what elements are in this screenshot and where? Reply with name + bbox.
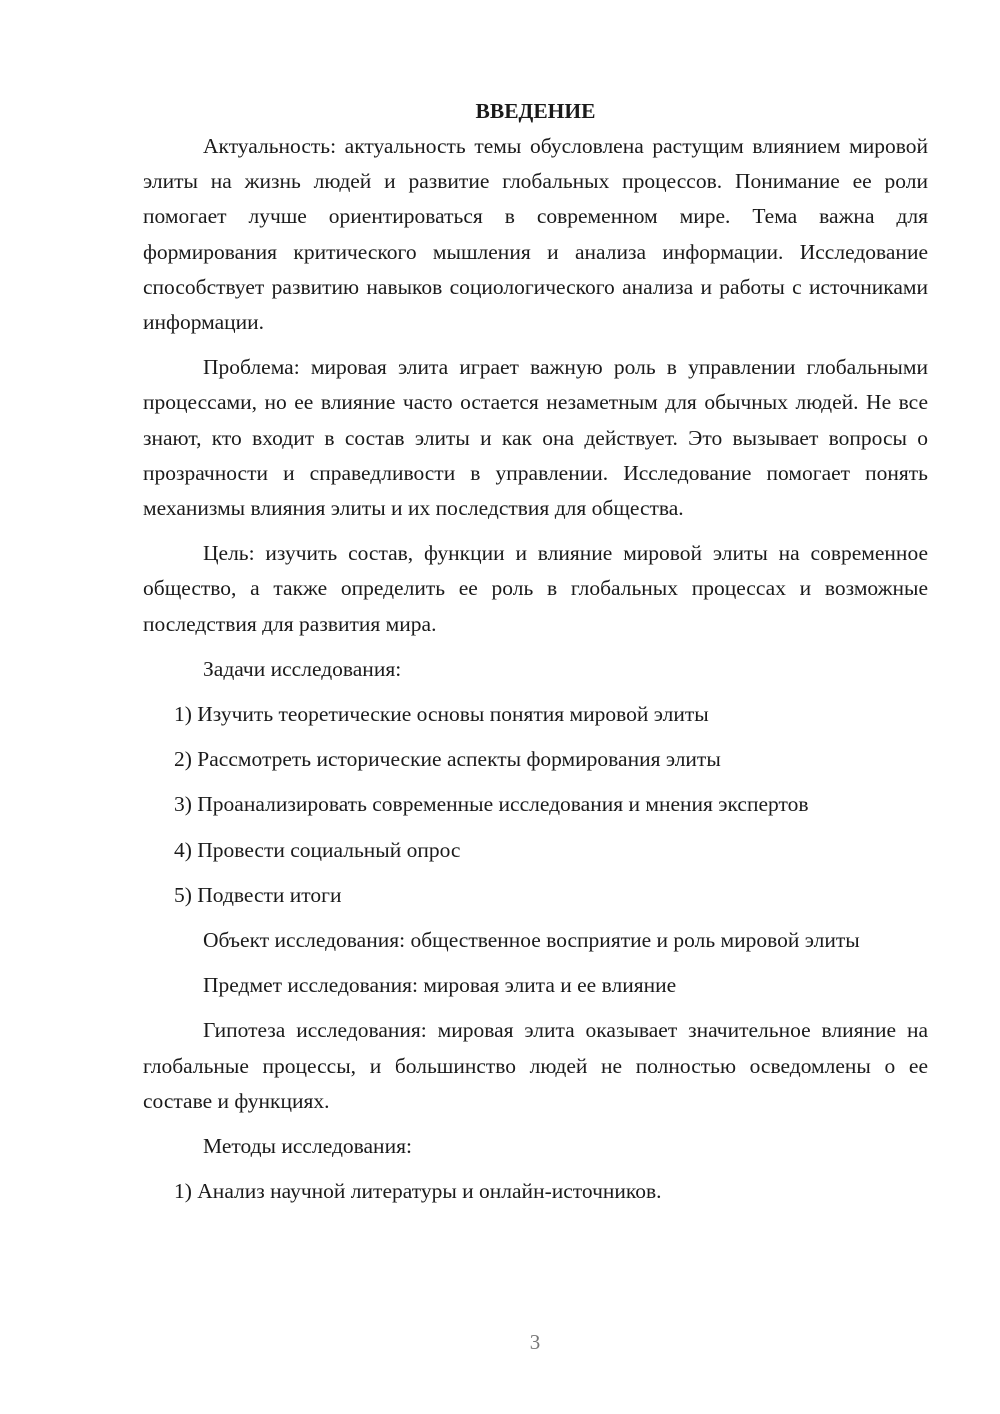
relevance-paragraph: Актуальность: актуальность темы обусловлена растущим влиянием мировой элиты на жизнь людей и развитие глобальных процессов. Понимание ее роли помогает лучше ориентироваться в современном мире. Тема важна для формирования критического мышления и анализа информации. Исследование способствует развитию навыков социологического анализа и работы с источниками информации.: [143, 134, 928, 335]
goal-paragraph: Цель: изучить состав, функции и влияние мировой элиты на современное общество, а также определить ее роль в глобальных процессах и возможные последствия для развития мира.: [143, 541, 928, 636]
object-paragraph: Объект исследования: общественное восприятие и роль мировой элиты: [203, 928, 860, 953]
subject-paragraph: Предмет исследования: мировая элита и ее влияние: [203, 973, 677, 998]
task-item: 3) Проанализировать современные исследования и мнения экспертов: [174, 792, 809, 817]
problem-paragraph: Проблема: мировая элита играет важную роль в управлении глобальными процессами, но ее влияние часто остается незаметным для обычных людей. Не все знают, кто входит в состав элиты и как она действует. Это вызывает вопросы о прозрачности и справедливости в управлении. Исследование помогает понять механизмы влияния элиты и их последствия для общества.: [143, 355, 928, 521]
method-item: 1) Анализ научной литературы и онлайн-источников.: [174, 1179, 662, 1204]
task-item: 2) Рассмотреть исторические аспекты формирования элиты: [174, 747, 721, 772]
task-item: 5) Подвести итоги: [174, 882, 342, 907]
task-item: 1) Изучить теоретические основы понятия мировой элиты: [174, 702, 709, 727]
hypothesis-paragraph: Гипотеза исследования: мировая элита оказывает значительное влияние на глобальные процессы, и большинство людей не полностью осведомлены о ее составе и функциях.: [143, 1018, 928, 1113]
document-page: [143, 94, 928, 1219]
page-number: 3: [529, 1330, 541, 1354]
section-title: ВВЕДЕНИЕ: [475, 99, 596, 123]
task-item: 4) Провести социальный опрос: [174, 837, 461, 862]
methods-heading: Методы исследования:: [203, 1134, 412, 1159]
tasks-heading: Задачи исследования:: [203, 656, 402, 681]
